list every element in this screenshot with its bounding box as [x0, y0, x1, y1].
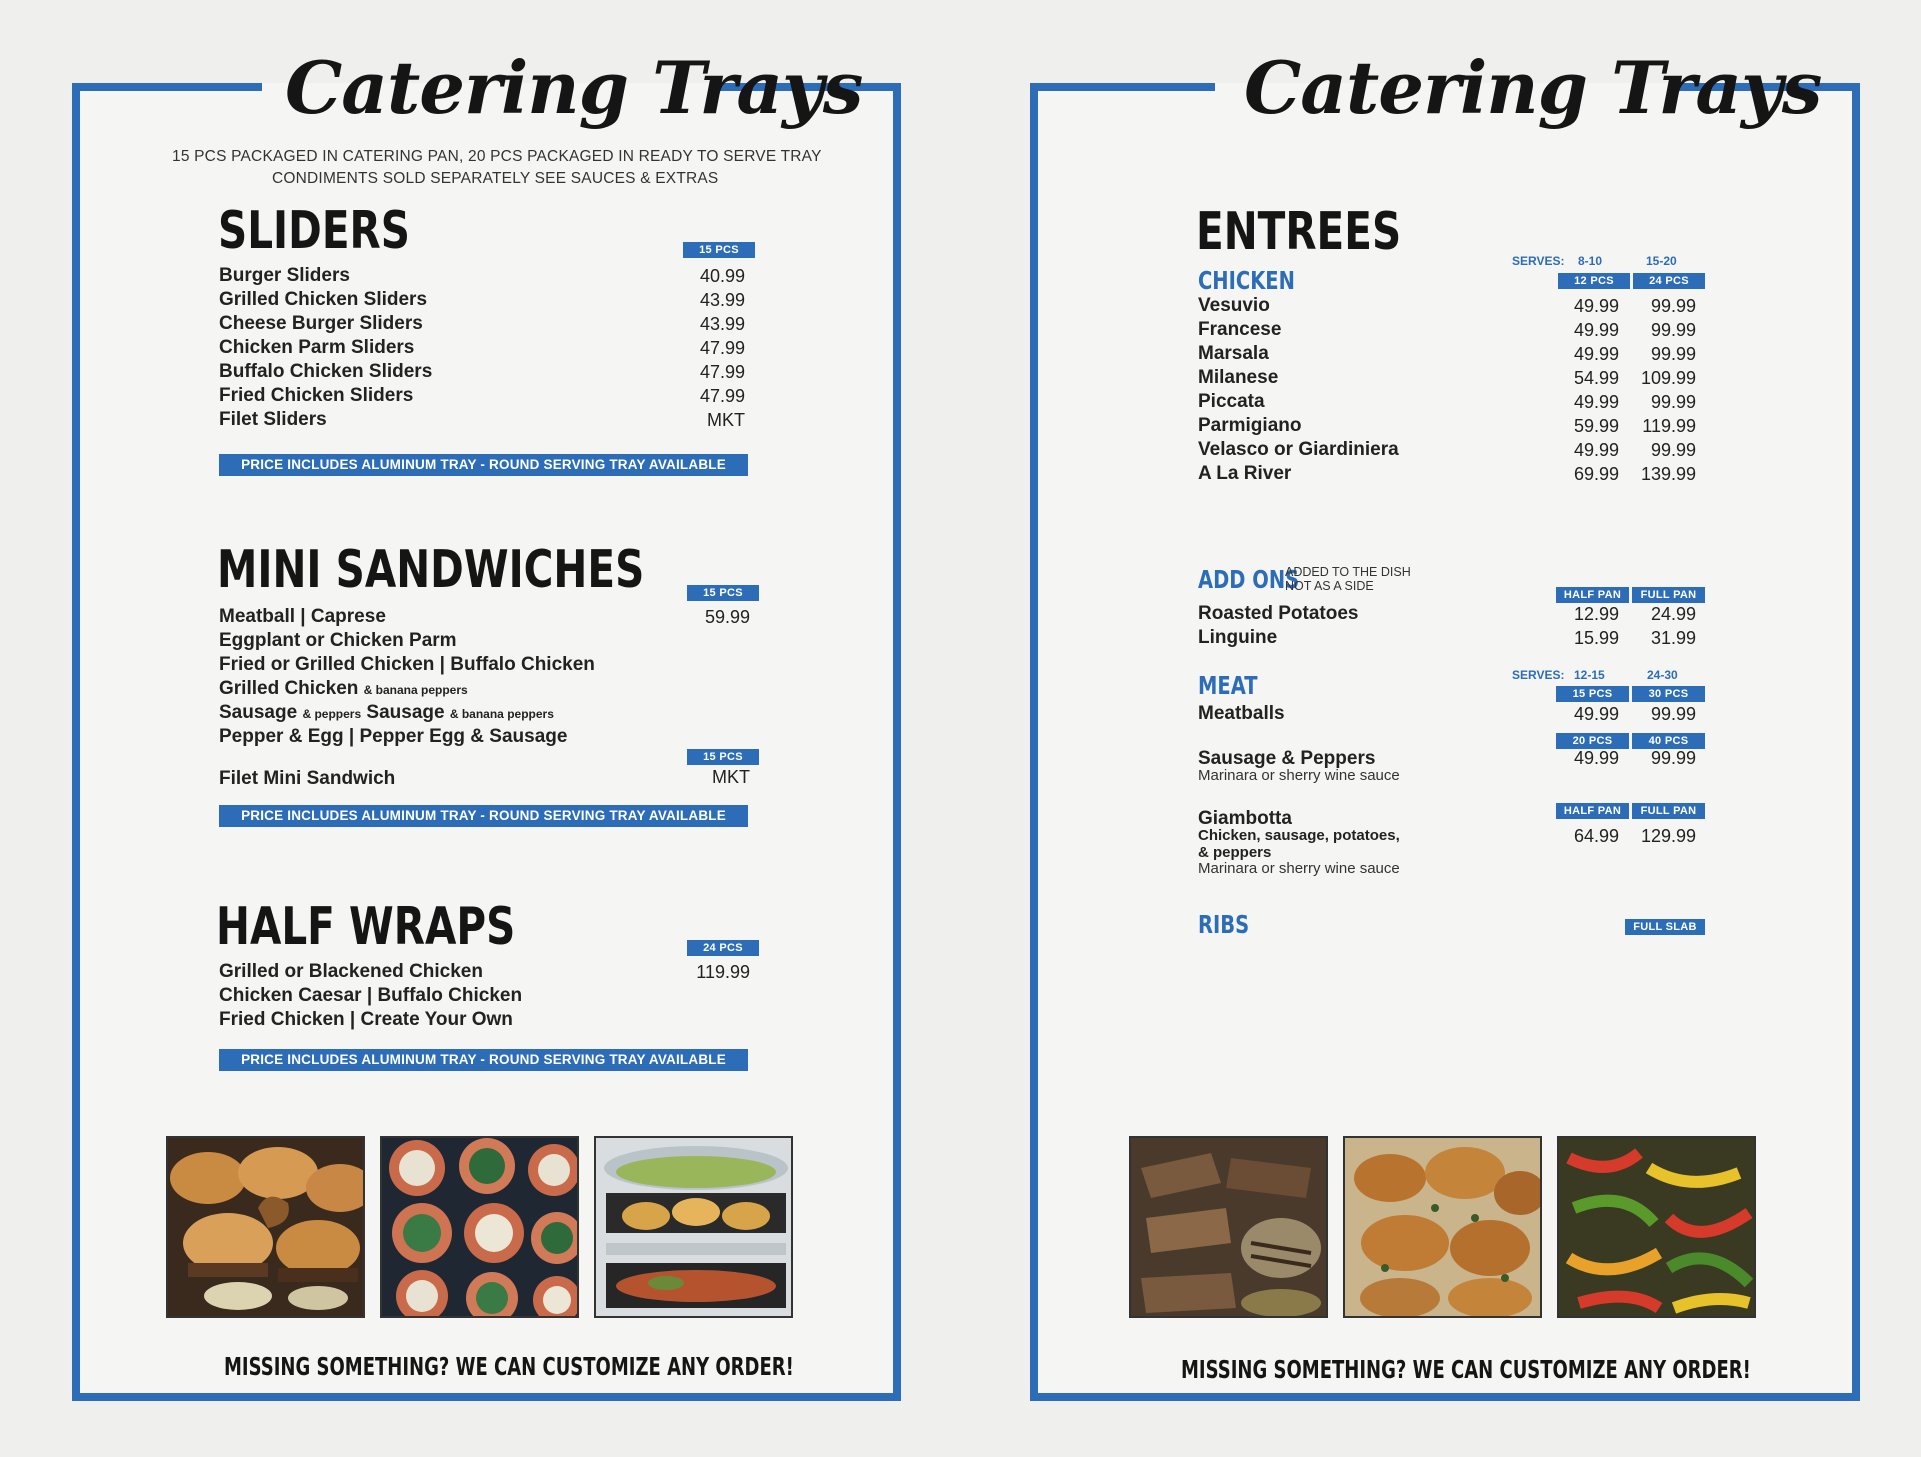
- chicken-price-24: 99.99: [1650, 296, 1696, 316]
- giambotta-tag-full: FULL PAN: [1632, 803, 1705, 819]
- chicken-category: CHICKEN: [1198, 266, 1295, 295]
- right-top-rule: [1030, 83, 1215, 91]
- mini-line: Meatball | Capresе: [219, 606, 386, 627]
- mini-tray-note: PRICE INCLUDES ALUMINUM TRAY - ROUND SERVING TRAY AVAILABLE: [219, 805, 748, 827]
- sausage-peppers-photo: [1557, 1136, 1756, 1318]
- addon-item-name: Roasted Potatoes: [1198, 603, 1359, 624]
- left-page-title: Catering Trays: [285, 45, 863, 130]
- ribs-category: RIBS: [1198, 910, 1250, 939]
- mini-line: [219, 678, 468, 700]
- sausage-note: Marinara or sherry wine sauce: [1198, 767, 1400, 784]
- chicken-price-12: 49.99: [1573, 392, 1619, 412]
- chicken-serves-half: 8-10: [1578, 254, 1603, 268]
- slider-item-name: Cheese Burger Sliders: [219, 313, 423, 334]
- chicken-price-24: 99.99: [1650, 320, 1696, 340]
- chicken-item-name: Milanese: [1198, 367, 1279, 388]
- addon-price-half: 12.99: [1573, 604, 1619, 624]
- chicken-dish-photo: [1343, 1136, 1542, 1318]
- ribs-tag: FULL SLAB: [1625, 919, 1705, 935]
- mini-line-text: Sausage: [366, 702, 445, 723]
- giambotta-note-1: Chicken, sausage, potatoes,: [1198, 827, 1400, 844]
- sliders-tray-note: PRICE INCLUDES ALUMINUM TRAY - ROUND SERVING TRAY AVAILABLE: [219, 454, 748, 476]
- meat-serves-full: 24-30: [1647, 668, 1678, 682]
- right-footer-text: MISSING SOMETHING? WE CAN CUSTOMIZE ANY ORDER!: [1181, 1355, 1751, 1384]
- addons-tag-full: FULL PAN: [1632, 587, 1705, 603]
- mini-line: Fried or Grilled Chicken | Buffalo Chicken: [219, 654, 595, 675]
- meatballs-price-half: 49.99: [1573, 704, 1619, 724]
- chicken-tag-12: 12 PCS: [1558, 273, 1630, 289]
- slider-item-price: MKT: [707, 410, 745, 430]
- meat-category: MEAT: [1198, 671, 1258, 700]
- addon-item-name: Linguine: [1198, 627, 1278, 648]
- slider-item-name: Buffalo Chicken Sliders: [219, 361, 433, 382]
- addon-price-full: 24.99: [1650, 604, 1696, 624]
- giambotta-note-2: & peppers: [1198, 844, 1272, 861]
- sausage-price-half: 49.99: [1573, 748, 1619, 768]
- slider-item-price: 47.99: [699, 338, 745, 358]
- addons-note-1: ADDED TO THE DISH: [1285, 565, 1411, 579]
- addons-category: ADD ONS: [1198, 565, 1300, 594]
- mini-line: Eggplant or Chicken Parm: [219, 630, 457, 651]
- right-page-title: Catering Trays: [1244, 45, 1822, 130]
- slider-item-name: Chicken Parm Sliders: [219, 337, 415, 358]
- wraps-photo: [380, 1136, 579, 1318]
- left-subtitle-2: CONDIMENTS SOLD SEPARATELY SEE SAUCES & EXTRAS: [272, 170, 719, 187]
- chicken-price-24: 139.99: [1640, 464, 1696, 484]
- chicken-serves-label: SERVES:: [1512, 254, 1565, 268]
- mini-line-small: & peppers: [302, 707, 362, 721]
- mini-sandwiches-heading: MINI SANDWICHES: [217, 540, 645, 600]
- chicken-item-name: Marsala: [1198, 343, 1269, 364]
- filet-mini-price: MKT: [712, 767, 750, 787]
- left-footer-text: MISSING SOMETHING? WE CAN CUSTOMIZE ANY ORDER!: [224, 1352, 794, 1381]
- slider-item-price: 47.99: [699, 362, 745, 382]
- sliders-qty-tag: 15 PCS: [683, 242, 755, 258]
- chicken-serves-full: 15-20: [1646, 254, 1677, 268]
- chicken-price-24: 119.99: [1642, 416, 1696, 436]
- sausage-price-full: 99.99: [1650, 748, 1696, 768]
- chicken-price-24: 99.99: [1650, 440, 1696, 460]
- addon-price-full: 31.99: [1650, 628, 1696, 648]
- addons-note-2: NOT AS A SIDE: [1285, 579, 1374, 593]
- wraps-line: Chicken Caesar | Buffalo Chicken: [219, 985, 523, 1006]
- chicken-price-12: 49.99: [1573, 320, 1619, 340]
- chicken-price-24: 109.99: [1640, 368, 1696, 388]
- chicken-price-24: 99.99: [1650, 344, 1696, 364]
- sausage-tag-40: 40 PCS: [1632, 733, 1705, 749]
- mini-price: 59.99: [704, 607, 750, 627]
- meatballs-price-full: 99.99: [1650, 704, 1696, 724]
- slider-item-name: Filet Sliders: [219, 409, 327, 430]
- sliders-photo: [166, 1136, 365, 1318]
- meatballs-tag-15: 15 PCS: [1556, 686, 1629, 702]
- mini-qty-tag: 15 PCS: [687, 585, 759, 601]
- chicken-price-12: 59.99: [1573, 416, 1619, 436]
- mini-line-text: Grilled Chicken: [219, 678, 359, 699]
- chicken-item-name: Velasco or Giardiniera: [1198, 439, 1399, 460]
- chicken-price-12: 49.99: [1573, 440, 1619, 460]
- mini-line-text: Sausage: [219, 702, 298, 723]
- wraps-line: Fried Chicken | Create Your Own: [219, 1009, 513, 1030]
- giambotta-price-half: 64.99: [1573, 826, 1619, 846]
- giambotta-tag-half: HALF PAN: [1556, 803, 1629, 819]
- slider-item-price: 43.99: [699, 290, 745, 310]
- filet-mini-qty-tag: 15 PCS: [687, 749, 759, 765]
- addons-tag-half: HALF PAN: [1556, 587, 1629, 603]
- chicken-price-12: 49.99: [1573, 344, 1619, 364]
- entrees-heading: ENTREES: [1196, 202, 1402, 262]
- wraps-line: Grilled or Blackened Chicken: [219, 961, 483, 982]
- meatballs-name: Meatballs: [1198, 703, 1285, 724]
- chicken-item-name: Francese: [1198, 319, 1282, 340]
- giambotta-name: Giambotta: [1198, 808, 1292, 829]
- meat-serves-label: SERVES:: [1512, 668, 1565, 682]
- meatballs-tag-30: 30 PCS: [1632, 686, 1705, 702]
- chicken-price-12: 49.99: [1573, 296, 1619, 316]
- slider-item-name: Burger Sliders: [219, 265, 350, 286]
- slider-item-price: 43.99: [699, 314, 745, 334]
- party-tray-photo: [594, 1136, 793, 1318]
- wraps-tray-note: PRICE INCLUDES ALUMINUM TRAY - ROUND SERVING TRAY AVAILABLE: [219, 1049, 748, 1071]
- chicken-price-12: 54.99: [1573, 368, 1619, 388]
- meat-serves-half: 12-15: [1574, 668, 1605, 682]
- mini-line: [219, 702, 554, 724]
- left-subtitle-1: 15 PCS PACKAGED IN CATERING PAN, 20 PCS PACKAGED IN READY TO SERVE TRAY: [172, 148, 822, 165]
- chicken-tag-24: 24 PCS: [1633, 273, 1705, 289]
- mini-line-small: & banana peppers: [449, 707, 554, 721]
- sausage-tag-20: 20 PCS: [1556, 733, 1629, 749]
- wraps-qty-tag: 24 PCS: [687, 940, 759, 956]
- wraps-price: 119.99: [696, 962, 750, 982]
- mini-line-small: & banana peppers: [363, 683, 468, 697]
- giambotta-price-full: 129.99: [1640, 826, 1696, 846]
- half-wraps-heading: HALF WRAPS: [216, 897, 516, 957]
- mini-line: Pepper & Egg | Pepper Egg & Sausage: [219, 726, 568, 747]
- left-top-rule: [72, 83, 262, 91]
- chicken-price-12: 69.99: [1573, 464, 1619, 484]
- giambotta-note-3: Marinara or sherry wine sauce: [1198, 860, 1400, 877]
- ribs-photo: [1129, 1136, 1328, 1318]
- chicken-item-name: Vesuvio: [1198, 295, 1270, 316]
- chicken-item-name: Piccata: [1198, 391, 1265, 412]
- filet-mini-name: Filet Mini Sandwich: [219, 768, 396, 789]
- slider-item-name: Fried Chicken Sliders: [219, 385, 414, 406]
- slider-item-price: 47.99: [699, 386, 745, 406]
- chicken-item-name: A La River: [1198, 463, 1292, 484]
- sliders-heading: SLIDERS: [218, 201, 410, 261]
- addon-price-half: 15.99: [1573, 628, 1619, 648]
- chicken-price-24: 99.99: [1650, 392, 1696, 412]
- slider-item-price: 40.99: [699, 266, 745, 286]
- sausage-name: Sausage & Peppers: [1198, 748, 1376, 769]
- chicken-item-name: Parmigiano: [1198, 415, 1302, 436]
- slider-item-name: Grilled Chicken Sliders: [219, 289, 428, 310]
